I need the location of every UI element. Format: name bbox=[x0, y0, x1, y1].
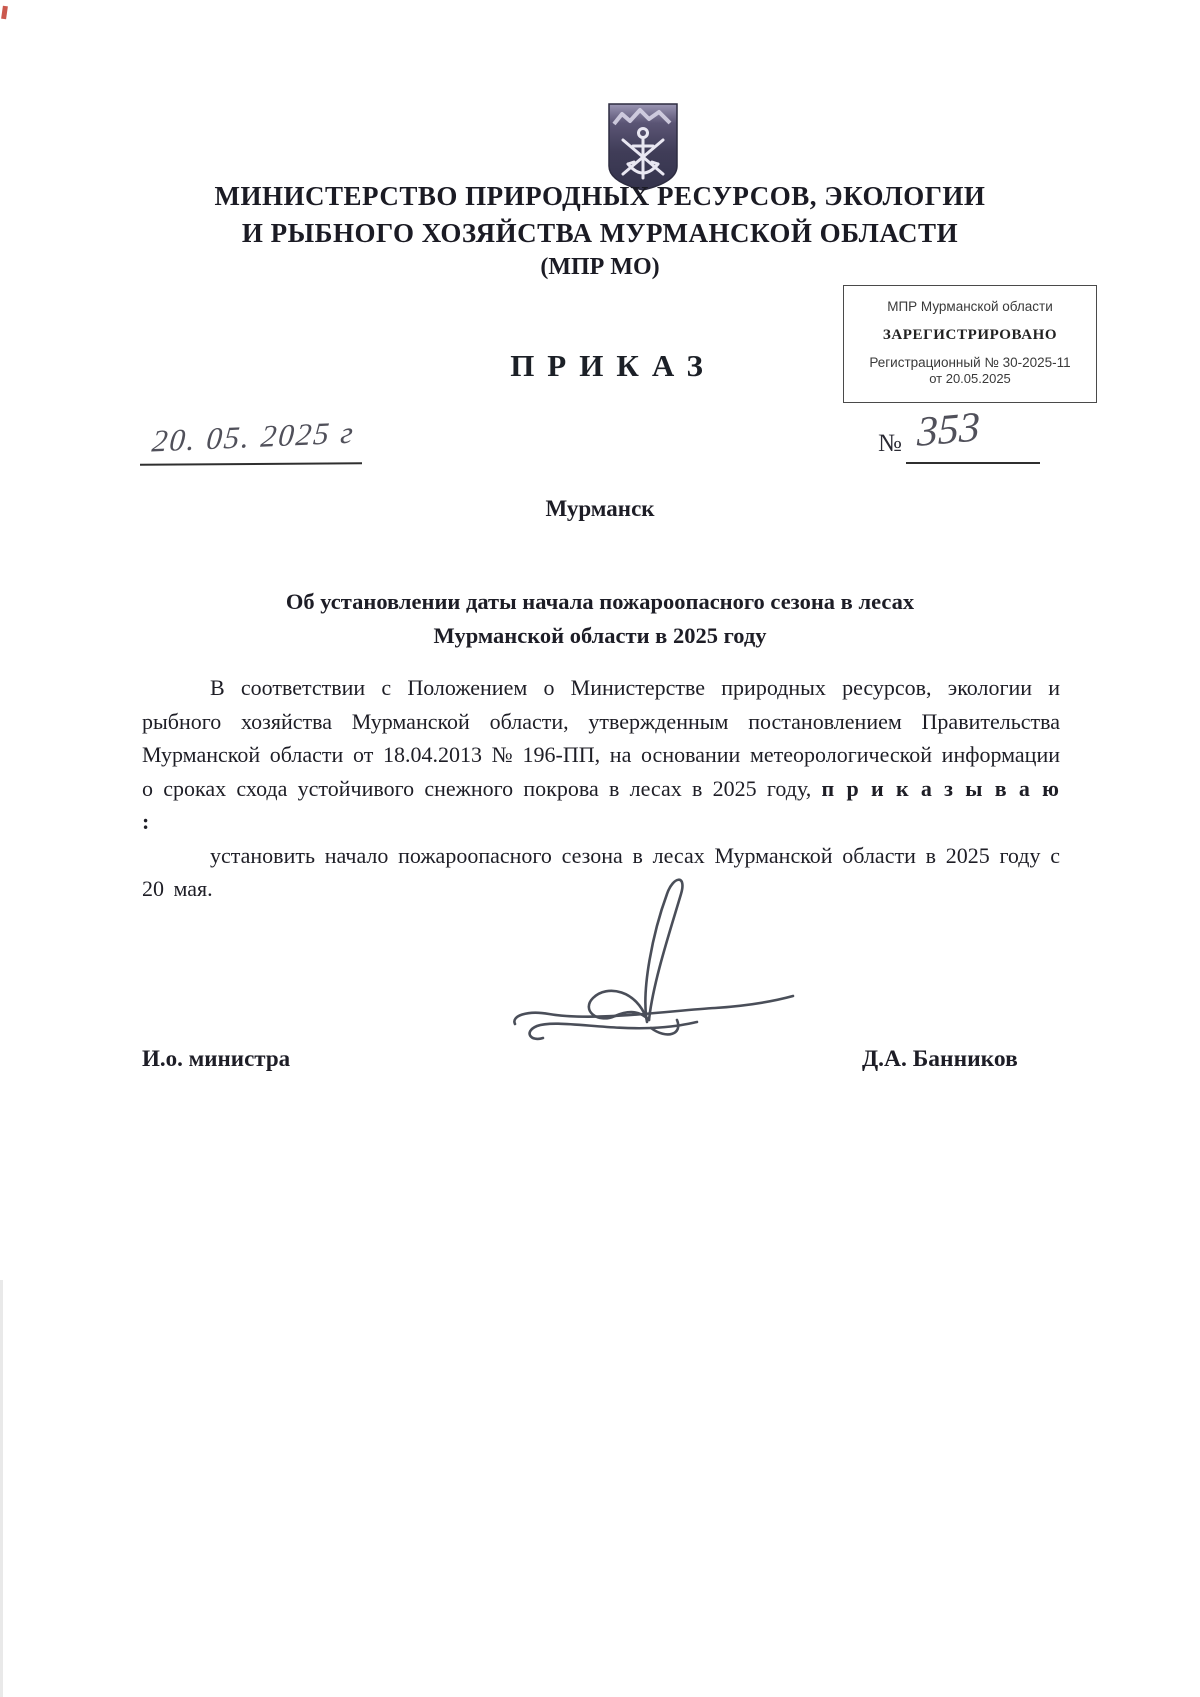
registration-stamp-box bbox=[843, 285, 1097, 403]
coat-of-arms-icon bbox=[607, 102, 679, 192]
order-subject-line2: Мурманской области в 2025 году bbox=[433, 623, 767, 648]
city-label: Мурманск bbox=[545, 496, 655, 521]
number-underline bbox=[906, 462, 1040, 464]
signatory-position: И.о. министра bbox=[142, 1046, 291, 1071]
stamp-registered-label: ЗАРЕГИСТРИРОВАНО bbox=[882, 327, 1058, 343]
scan-artifact-edge-shadow bbox=[0, 1280, 3, 1697]
ministry-name-line2: И РЫБНОГО ХОЗЯЙСТВА МУРМАНСКОЙ ОБЛАСТИ bbox=[241, 218, 959, 248]
ministry-name-line1: МИНИСТЕРСТВО ПРИРОДНЫХ РЕСУРСОВ, ЭКОЛОГИИ bbox=[214, 181, 986, 211]
body-paragraph-2: установить начало пожароопасного сезона в лесах Мурманской области в 2025 году с 20 мая. bbox=[142, 842, 1060, 901]
number-label: № bbox=[878, 430, 902, 457]
order-subject bbox=[0, 585, 1200, 653]
handwritten-date: 20. 05. 2025 г bbox=[150, 414, 357, 459]
body-paragraph-1-text: В соответствии с Положением о Министерстве природных ресурсов, экологии и рыбного хозяйства Мурманской области, утвержденным постановлением Правительства Мурманской области от 18.04.2013 № 196-ПП, на основании метеорологической информации о сроках схода устойчивого снежного покрова в лесах в 2025 году, bbox=[142, 675, 1060, 801]
signature-icon bbox=[415, 872, 810, 1044]
document-type-title: ПРИКАЗ bbox=[510, 348, 716, 383]
order-subject-line1: Об установлении даты начала пожароопасного сезона в лесах bbox=[285, 589, 915, 614]
body-paragraph-1-emphasis: п р и к а з ы в а ю : bbox=[142, 775, 1060, 834]
body-paragraph-1 bbox=[142, 671, 1060, 839]
signatory-name: Д.А. Банников bbox=[862, 1046, 1018, 1072]
scan-artifact-red-mark bbox=[1, 6, 8, 20]
stamp-organization: МПР Мурманской области bbox=[887, 299, 1053, 314]
order-body bbox=[142, 671, 1060, 906]
date-underline bbox=[140, 462, 362, 466]
handwritten-number: 353 bbox=[916, 404, 981, 456]
stamp-registration-date: от 20.05.2025 bbox=[929, 371, 1011, 386]
stamp-registration-number: Регистрационный № 30-2025-11 bbox=[869, 355, 1071, 370]
ministry-abbreviation: (МПР МО) bbox=[540, 254, 660, 280]
